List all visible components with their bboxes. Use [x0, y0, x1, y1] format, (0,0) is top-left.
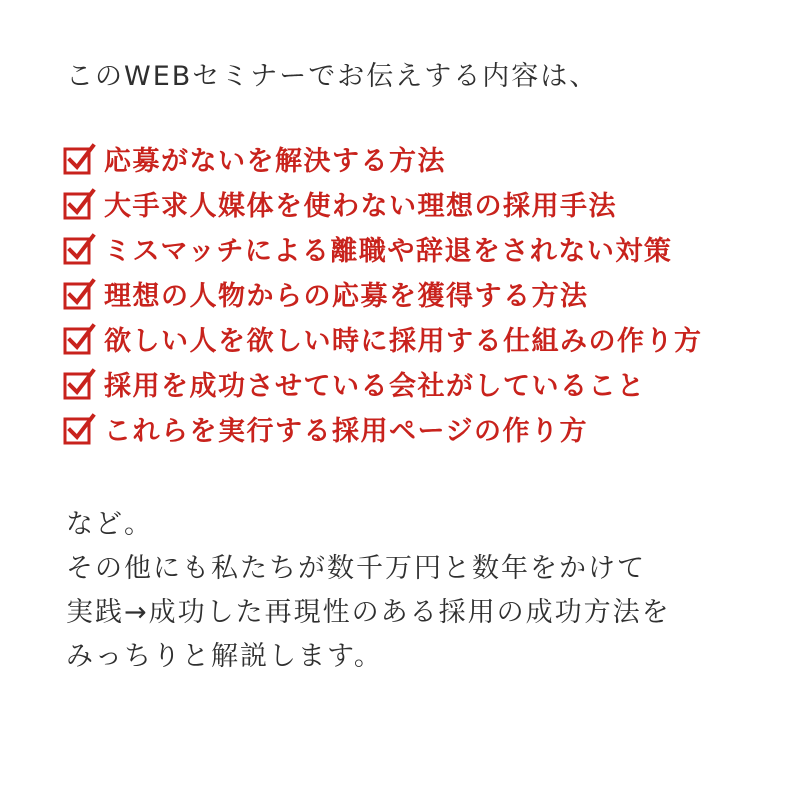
- checkbox-checked-icon: [62, 322, 96, 356]
- checkbox-checked-icon: [62, 412, 96, 446]
- checklist-item: [62, 406, 703, 451]
- checkbox-checked-icon: [62, 277, 96, 311]
- checklist-item-label: 応募がないを解決する方法: [104, 146, 446, 177]
- checklist-item-label: 欲しい人を欲しい時に採用する仕組みの作り方: [104, 326, 703, 357]
- checkbox-checked-icon: [62, 232, 96, 266]
- closing-line: 実践→成功した再現性のある採用の成功方法を: [66, 597, 671, 628]
- intro-text: このWEBセミナーでお伝えする内容は、: [66, 61, 599, 92]
- checkbox-checked-icon: [62, 367, 96, 401]
- checklist-item: [62, 136, 703, 181]
- checklist-item: [62, 361, 703, 406]
- checklist-item: [62, 226, 703, 271]
- checklist-item-label: 大手求人媒体を使わない理想の採用手法: [104, 191, 617, 222]
- closing-paragraph: [66, 503, 671, 679]
- checklist-item: [62, 181, 703, 226]
- checklist-item-label: 採用を成功させている会社がしていること: [104, 371, 646, 402]
- feature-checklist: [62, 136, 703, 451]
- closing-line: その他にも私たちが数千万円と数年をかけて: [66, 553, 646, 584]
- checkbox-checked-icon: [62, 142, 96, 176]
- checkbox-checked-icon: [62, 187, 96, 221]
- checklist-item-label: 理想の人物からの応募を獲得する方法: [104, 281, 589, 312]
- checklist-item: [62, 316, 703, 361]
- checklist-item-label: ミスマッチによる離職や辞退をされない対策: [104, 236, 673, 267]
- closing-line: みっちりと解説します。: [66, 641, 383, 672]
- checklist-item-label: これらを実行する採用ページの作り方: [104, 416, 588, 447]
- closing-line: など。: [66, 509, 153, 540]
- checklist-item: [62, 271, 703, 316]
